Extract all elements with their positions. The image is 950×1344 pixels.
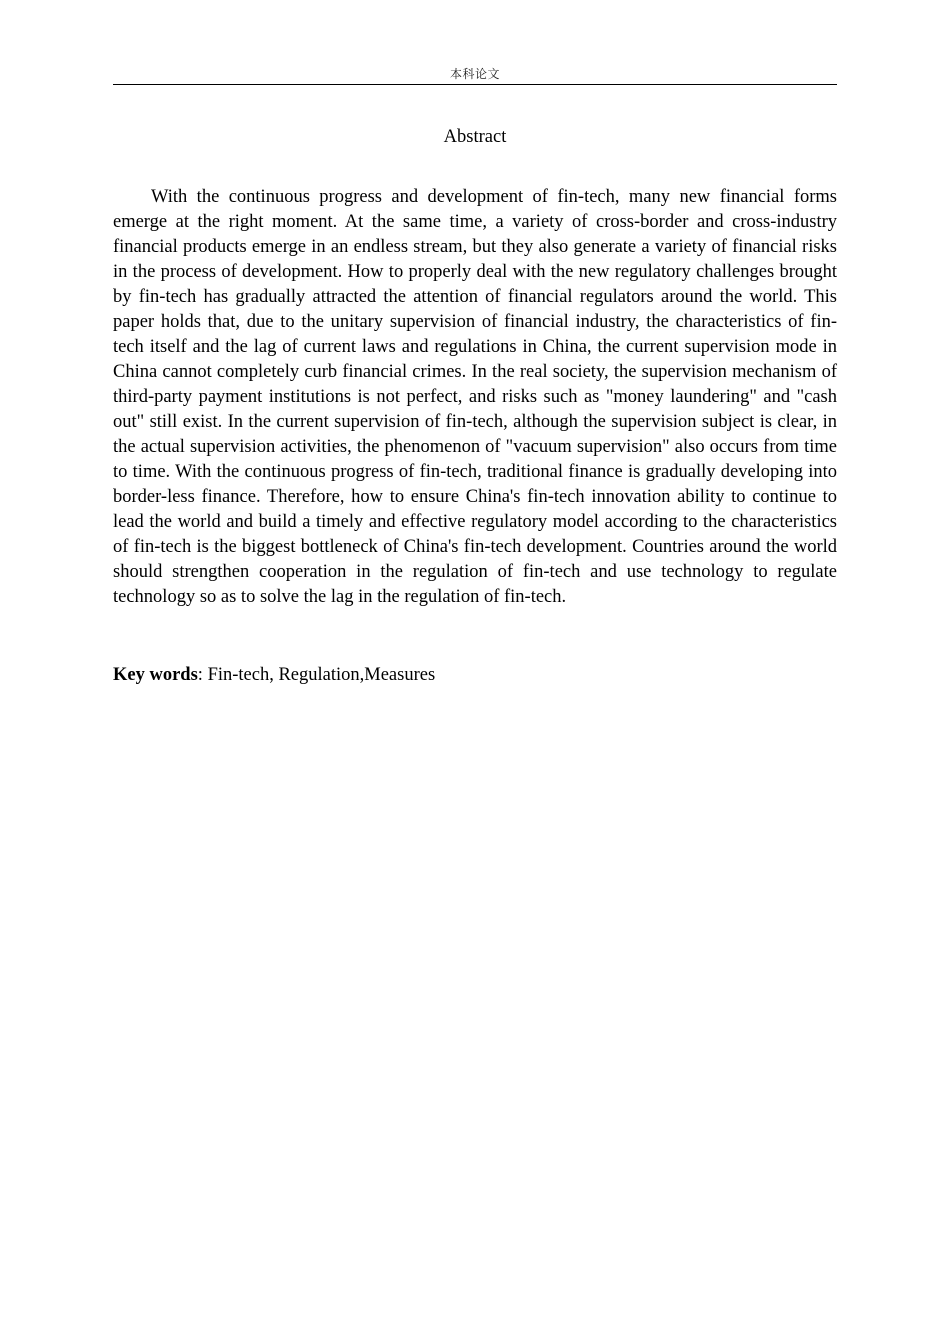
abstract-heading: Abstract <box>443 127 507 147</box>
keywords-line <box>113 663 837 688</box>
abstract-paragraph: With the continuous progress and development of fin-tech, many new financial forms emerge at the right moment. At the same time, a variety of cross-border and cross-industry financial products emerge in an endless stream, but they also generate a variety of financial risks in the process of development. How to properly deal with the new regulatory challenges brought by fin-tech has gradually attracted the attention of financial regulators around the world. This paper holds that, due to the unitary supervision of financial industry, the characteristics of fin-tech itself and the lag of current laws and regulations in China, the current supervision mode in China cannot completely curb financial crimes. In the real society, the supervision mechanism of third-party payment institutions is not perfect, and risks such as "money laundering" and "cash out" still exist. In the current supervision of fin-tech, although the supervision subject is clear, in the actual supervision activities, the phenomenon of "vacuum supervision" also occurs from time to time. With the continuous progress of fin-tech, traditional finance is gradually developing into border-less finance. Therefore, how to ensure China's fin-tech innovation ability to continue to lead the world and build a timely and effective regulatory model according to the characteristics of fin-tech is the biggest bottleneck of China's fin-tech development. Countries around the world should strengthen cooperation in the regulation of fin-tech and use technology to regulate technology so as to solve the lag in the regulation of fin-tech. <box>113 187 837 607</box>
keywords-label: Key words <box>113 665 198 685</box>
header-title: 本科论文 <box>449 67 500 81</box>
keywords-separator: : <box>197 665 203 685</box>
page-header <box>113 64 837 85</box>
keywords-value: Fin-tech, Regulation,Measures <box>202 665 436 685</box>
